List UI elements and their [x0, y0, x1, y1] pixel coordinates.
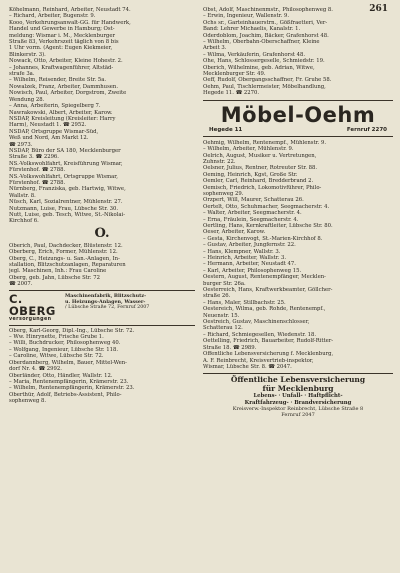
directory-entry: Oberg, Karl-Georg, Dipl.-Ing., Lübsche Str. 72. — [9, 327, 135, 334]
directory-entry: jegl. Maschinen, Inh.: Frau Caroline — [9, 268, 107, 275]
directory-entry: Ohe, Hans, Schlossergeselle, Schmiedstr. 19. — [203, 58, 325, 65]
entry-list-right-bottom — [203, 140, 393, 371]
directory-entry: – Maria, Rentenempfängerin, Krämerstr. 23. — [9, 378, 129, 385]
oberg-logo-sub: versorgungen — [9, 316, 52, 322]
oberg-logo — [9, 293, 65, 323]
directory-entry: – Hans, Maler, Stillbachstr. 25. — [203, 299, 286, 306]
directory-entry: straße 26. — [203, 293, 231, 300]
insurance-ad-line: Kreisverw.-Inspektor Reinbrecht, Lübsche Straße 8 — [232, 405, 364, 412]
directory-entry: – Walter, Arbeiter, Seegmacherstr. 4. — [203, 210, 302, 217]
directory-entry: Blinkerstr. 3). — [9, 51, 46, 58]
directory-entry: Nowalzek, Franz, Arbeiter, Dammhusen. — [9, 83, 119, 90]
directory-entry: Oertelt, Otto, Schuhmacher, Seegmacherstr. 4. — [203, 203, 330, 210]
directory-entry: Obst, Adolf, Maschinenmstr., Philosophenweg 8. — [203, 7, 333, 13]
directory-entry: Zuhnstr. 22. — [203, 158, 236, 165]
directory-entry: meldung: Wismar i. M., Mecklenburger — [9, 32, 115, 39]
directory-entry: – Heinrich, Arbeiter, Wallstr. 3. — [203, 255, 287, 261]
directory-entry: Straße 3. ☎ 2296. — [9, 154, 59, 161]
right-column — [203, 7, 393, 418]
directory-entry: Oberdannberg, Wilhelm, Bauer, Mittel-Wen- — [9, 359, 127, 366]
directory-entry: ☎ 2973. — [9, 141, 33, 148]
directory-entry: Neuenstr. 15. — [203, 312, 240, 319]
directory-entry: – Wilhelm, Arbeiter, Mühlenstr. 9. — [203, 146, 294, 153]
directory-entry: Offentliche Lebensversicherung f. Mecklenburg, — [203, 351, 334, 358]
directory-entry: Nutt, Luise, geb. Tesch, Witwe, St.-Nikolai- — [9, 212, 126, 218]
entry-list-o-bottom — [9, 328, 195, 405]
directory-entry: – Caroline, Witwe, Lübsche Str. 72. — [9, 353, 104, 360]
directory-entry: Nutzmann, Luise, Frau, Lübsche Str. 30. — [9, 205, 119, 212]
directory-entry: – Richard, Arbeiter, Bugenstr. 9. — [9, 13, 96, 20]
directory-entry: – Hans, Klempner, Wallstr. 3. — [203, 248, 281, 255]
directory-entry: Harm), Neustadt 1. ☎ 2952. — [9, 122, 87, 129]
directory-entry: sophenweg 29. — [203, 190, 244, 197]
directory-entry: Oemisch, Friedrich, Lokomotivführer, Philo- — [203, 184, 322, 191]
directory-entry: Oehmig, Wilhelm, Rentenempf., Mühlenstr. 9. — [203, 139, 327, 146]
directory-entry: Oelsner, Julius, Rentner, Rotreuter Str. 88. — [203, 165, 318, 172]
directory-entry: A. F. Reinbrecht, Kreisvertrieb-inspektor, — [203, 357, 314, 364]
directory-entry: Nawrakowski, Albert, Arbeiter, Karow. — [9, 109, 113, 116]
moebel-oehm-name: Möbel-Oehm — [220, 102, 376, 127]
directory-entry: Oemler, Carl, Reinhard, Bredderbrand 2. — [203, 178, 314, 185]
directory-entry: Mecklenburger Str. 49. — [203, 71, 266, 78]
insurance-ad-line: Lebens- · Unfall- · Haftpflicht- — [253, 393, 343, 400]
oberg-ad-line: Maschinenfabrik, Blitzschutz- — [65, 292, 147, 299]
directory-entry: Oesterreich, Hans, Kraftwerkbeamter, Göllcher- — [203, 287, 333, 294]
insurance-ad-line: Öffentliche Lebensversicherung — [230, 375, 366, 385]
directory-entry: Oberberg, Erich, Former, Mühlenstr. 12. — [9, 249, 118, 256]
directory-entry: Oertling, Hans, Kernkraftleiter, Lübsche Str. 80. — [203, 222, 333, 229]
directory-entry: NS.-Volkswohlfahrt, Ortsgruppe Wismar, — [9, 173, 118, 180]
directory-entry: Wendung 28. — [9, 96, 45, 103]
section-heading: O. — [94, 225, 110, 241]
directory-entry: Kirchhof 6. — [9, 218, 39, 225]
directory-entry: Oberländer, Otto, Händler, Wallstr. 12. — [9, 372, 113, 379]
directory-entry: Oderdoblom, Joachim, Bäcker, Grafenhorst 48. — [203, 32, 329, 39]
directory-entry: Oeming, Heinrich, Kgst, Große Str. — [203, 171, 298, 178]
directory-entry: – Hermann, Arbeiter, Neustadt 47. — [203, 261, 296, 268]
directory-entry: Nowack, Otto, Arbeiter, Kleine Hohestr. 2. — [9, 58, 123, 65]
moebel-oehm-address: Hegede 11 — [209, 126, 243, 133]
moebel-oehm-phone: Fernruf 2270 — [346, 126, 387, 133]
oberg-ad-text — [65, 293, 195, 311]
directory-entry: – Wilma, Verkäuferin, Grafenhorst 48. — [203, 51, 306, 58]
directory-entry: dorf Nr. 4. ☎ 2992. — [9, 366, 62, 373]
oberg-ad-line: u. Heizungs-Anlagen, Wasser- — [65, 298, 146, 305]
moebel-oehm-advertisement — [203, 100, 393, 137]
directory-entry: – Wilhelm, Oberbahn-Oberschaffner, Kleine — [203, 39, 320, 46]
directory-entry: Oberthür, Adolf, Betriebs-Assistent, Philo- — [9, 391, 122, 398]
directory-entry: – Wilhelm, Reisender, Breite Str. 5a. — [9, 77, 107, 84]
directory-entry: – Richard, Schmiegesellen, Wiedenstr. 18. — [203, 331, 317, 338]
directory-entry: Oettelling, Friedrich, Bauarbeiter, Rudolf-Ritter- — [203, 338, 334, 345]
directory-entry: Ochs sr., Garteinhauerstrn., Gößfraetteri, Ver- — [203, 19, 328, 26]
directory-entry: Oberg, C., Heizungs- u. San.-Anlagen, In- — [9, 255, 120, 262]
entry-list-o-top — [9, 243, 195, 288]
directory-entry: – Wolfgang, Ingenieur, Lübsche Str. 118. — [9, 346, 119, 353]
entry-list-right-top — [203, 7, 393, 97]
directory-entry: – Wilhelm, Rentenempfängerin, Krämerstr. 23. — [9, 385, 135, 392]
oberg-advertisement — [9, 290, 195, 326]
directory-entry: Handel und Gewerbe in Hamburg; Ost- — [9, 26, 115, 33]
oberg-ad-address: / Lübsche Straße 72, Fernruf 2007 — [65, 304, 150, 310]
insurance-ad-line: für Mecklenburg — [262, 383, 334, 393]
directory-entry: NS.-Volkswohlfahrt, Kreisführung Wismar, — [9, 160, 123, 167]
directory-entry: – Gustav, Arbeiter, Jungfernstr. 22. — [203, 242, 296, 249]
directory-entry: Oestern, August, Rentenempfänger, Mecklen- — [203, 274, 326, 281]
directory-entry: Nowisch, Paul, Arbeiter, Dorgstrom, Zweite — [9, 90, 127, 97]
directory-entry: Oeff, Rudolf, Obergangsschaffner, Fr. Gruhe 58. — [203, 77, 332, 84]
directory-entry: – Karl, Arbeiter, Philosophenweg 15. — [203, 267, 302, 274]
directory-entry: sophenweg 8. — [9, 398, 47, 405]
directory-entry: – Gesta, Kirchenvogt, St.-Marien-Kirchhof 8. — [203, 235, 323, 242]
directory-entry: – Ww. Hinrynette, Frische Grube 1. — [9, 334, 104, 341]
directory-entry: NSDAP, Ortsgruppe Wismar-Süd, — [9, 128, 99, 135]
directory-entry: NSDAP, Kreisleitung (Kreisleiter: Harry — [9, 115, 116, 122]
directory-entry: NSDAP, Büro der SA 180, Mecklenburger — [9, 147, 121, 154]
directory-entry: Köhelmann, Reinhard, Arbeiter, Neustadt 74. — [9, 7, 131, 13]
directory-entry: Oberich, Wilhelmine, geb. Adrian, Witwe, — [203, 64, 315, 71]
insurance-advertisement — [203, 373, 393, 418]
directory-entry: Oelrich, August, Musiker u. Vertretungen, — [203, 152, 317, 159]
directory-entry: Fürstenhof. ☎ 2788. — [9, 167, 66, 174]
directory-entry: Kooo, Verkehrungsanwalt-GG. für Handwerk, — [9, 19, 131, 26]
insurance-ad-line: Kraftfahrzeug- · Brandversicherung — [244, 399, 352, 406]
directory-entry: Hegede 11. ☎ 2270. — [203, 90, 260, 97]
directory-entry: ☎ 2007. — [9, 281, 33, 288]
directory-entry: – Anna, Arbeiterin, Spiegelberg 7. — [9, 103, 101, 110]
directory-entry: Nürnberg, Franziska, geb. Hartwig, Witwe, — [9, 186, 126, 193]
directory-entry: Oberich, Paul, Dachdecker, Blüstenstr. 12. — [9, 242, 123, 249]
directory-entry: Wismar, Lübsche Str. 8. ☎ 2047. — [203, 363, 292, 370]
directory-entry: stallation, Blitzschutzanlagen, Reparaturen — [9, 262, 126, 269]
page-number: 261 — [369, 4, 388, 14]
oberg-logo-text: C. OBERG — [9, 291, 56, 318]
directory-entry: – Erwin, Ingenieur, Wallenstr. 9. — [203, 13, 290, 20]
directory-entry: Fürstenhof. ☎ 2788. — [9, 179, 66, 186]
directory-entry: Oberg, geb. Jahn, Lübsche Str. 72 — [9, 274, 100, 281]
directory-entry: Straße 18. ☎ 2989. — [203, 344, 257, 351]
directory-entry: 1 Uhr vorm. (Agent: Eugen Kiekmeier, — [9, 45, 113, 52]
directory-entry: Oehm, Paul, Tischlermeister, Möbelhandlung, — [203, 83, 326, 90]
moebel-oehm-details — [203, 127, 393, 134]
directory-entry: – Erna, Fräulein, Seegmacherstr. 4. — [203, 216, 299, 223]
directory-entry: Straße 83, Verkehrszeit täglich von 8 bis — [9, 39, 119, 46]
directory-entry: Nüsch, Karl, Sozialrentner, Mühlenstr. 27. — [9, 199, 123, 206]
directory-entry: Oeser, Arbeiter, Karow. — [203, 229, 266, 236]
directory-entry: Oestereich, Wilma, geb. Rohde, Rentenempf., — [203, 306, 326, 313]
entry-list-n — [9, 7, 195, 225]
left-column — [9, 7, 195, 405]
directory-entry: Orzpert, Will, Maurer, Schatterau 26. — [203, 197, 304, 204]
insurance-ad-line: Fernruf 2047 — [281, 411, 315, 418]
directory-entry: Band: Lehrer Michaelis, Kanalstr. 1. — [203, 26, 301, 33]
directory-entry: – Willi, Buchdrucker, Philosophenweg 40. — [9, 340, 121, 347]
directory-entry: burger Str. 26a. — [203, 280, 246, 287]
directory-entry: Arbeit 3. — [203, 45, 227, 52]
directory-entry: Schatterau 12. — [203, 325, 243, 332]
directory-entry: strafe 3a. — [9, 71, 35, 78]
directory-entry: Weß und Nord, Am Markt 12. — [9, 135, 89, 142]
directory-entry: – Johannes, Kraftwagenführer, Altstäd- — [9, 64, 114, 71]
directory-entry: Wallstr. 8. — [9, 192, 36, 199]
directory-entry: Oestreich, Gustav, Maschinenschlosser, — [203, 319, 310, 326]
